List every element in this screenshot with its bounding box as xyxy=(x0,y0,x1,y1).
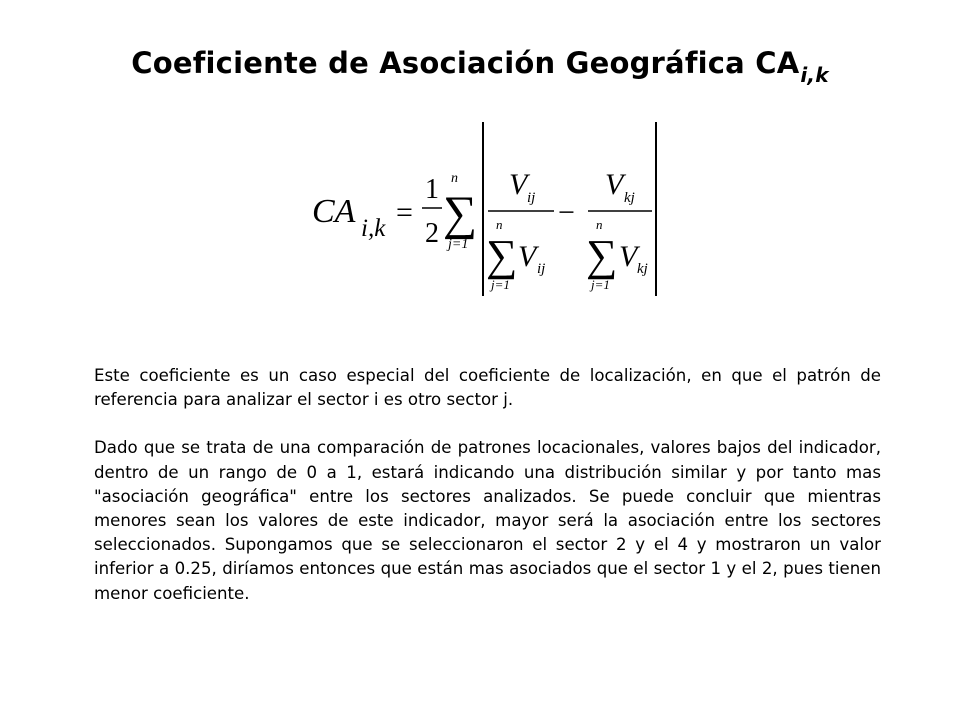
slide-title xyxy=(0,46,960,87)
formula-graphic xyxy=(300,118,680,302)
term1-numerator-subscript: ij xyxy=(527,190,536,206)
term1-sum-lower: j=1 xyxy=(491,277,510,292)
formula-minus: − xyxy=(558,196,575,229)
term2-denominator-subscript: kj xyxy=(637,261,648,277)
term2-numerator-subscript: kj xyxy=(624,190,635,206)
fraction-numerator: 1 xyxy=(425,174,439,205)
formula xyxy=(300,118,680,302)
term1-denominator: V xyxy=(518,240,537,273)
term1-sum-upper: n xyxy=(496,217,503,232)
formula-lhs: CA xyxy=(312,193,356,230)
term2-sum-lower: j=1 xyxy=(591,277,610,292)
main-sum-lower: j=1 xyxy=(448,237,469,252)
paragraph-intro: Este coeficiente es un caso especial del coeficiente de localización, en que el patrón de referencia para analizar el sector i es otro sector j. xyxy=(94,366,881,410)
term1-denominator-subscript: ij xyxy=(537,261,546,277)
term2-denominator: V xyxy=(619,240,638,273)
fraction-denominator: 2 xyxy=(425,218,439,249)
body-text xyxy=(94,364,881,606)
title-main-text: Coeficiente de Asociación Geográfica CA xyxy=(131,46,800,80)
term2-sum-symbol: ∑ xyxy=(586,231,618,280)
formula-equals: = xyxy=(396,196,413,229)
main-sum-symbol: ∑ xyxy=(443,187,478,240)
main-sum-upper: n xyxy=(451,171,458,186)
term1-sum-symbol: ∑ xyxy=(486,231,518,280)
paragraph-explanation: Dado que se trata de una comparación de patrones locacionales, valores bajos del indicador, dentro de un rango de 0 a 1, estará indicando una distribución similar y por tanto mas "asociación geográfica" entre los sectores analizados. Se puede concluir que mientras menores sean los valores de este indicador, mayor será la asociación entre los sectores seleccionados. Supongamos que se seleccionaron el sector 2 y el 4 y mostraron un valor inferior a 0.25, diríamos entonces que están mas asociados que el sector 1 y el 2, pues tienen menor coeficiente. xyxy=(94,438,881,603)
term1-numerator: V xyxy=(509,168,528,201)
term2-sum-upper: n xyxy=(596,217,603,232)
term2-numerator: V xyxy=(605,168,624,201)
formula-lhs-subscript: i,k xyxy=(361,215,386,242)
title-subscript: i,k xyxy=(800,63,829,87)
